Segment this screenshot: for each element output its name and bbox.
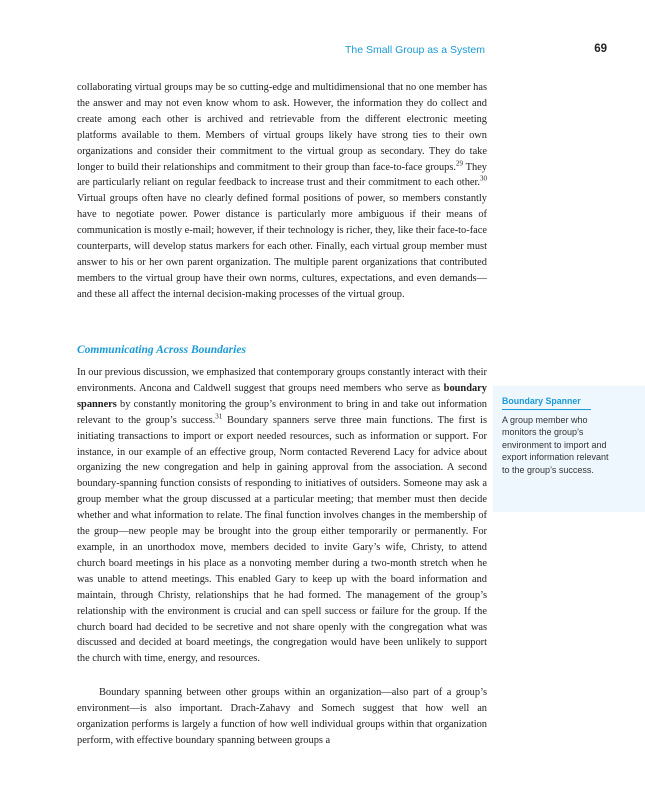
footnote-ref-30: 30 [480,174,487,183]
footnote-ref-31: 31 [215,412,223,421]
margin-definition-box [493,386,645,512]
margin-term: Boundary Spanner [502,396,591,410]
paragraph-text: Virtual groups often have no clearly defined formal positions of power, so members constantly have to negotiate power. Power distance is particularly more ambiguous if their means of communication is mostly e-mail; however, if their technology is richer, they, like their face-to-face counterparts, will develop status markers for each other. Finally, each virtual group member must answer to his or her own parent organization. The multiple parent organizations that contributed members to the virtual group have their own norms, cultures, expectations, and even demands—and these all affect the internal decision-making processes of the virtual group. [77,193,487,300]
paragraph-boundary-spanning [77,685,487,749]
paragraph-text: by constantly monitoring the group’s environment to bring in and take out information relevant to the group’s success. [77,398,487,426]
paragraph-virtual-groups [77,80,487,303]
paragraph-text: They are particularly reliant on regular feedback to increase trust and their commitment to each other. [77,161,487,189]
key-term: boundary spanners [77,382,487,410]
running-head: The Small Group as a System [344,44,485,56]
paragraph-boundaries [77,365,487,667]
section-heading: Communicating Across Boundaries [77,344,246,356]
footnote-ref-29: 29 [456,159,464,168]
paragraph-text: collaborating virtual groups may be so cutting-edge and multidimensional that no one member has the answer and may not even know whom to ask. However, the information they do collect and create among each other is archived and retrievable from the different electronic meeting platforms available to them. Members of virtual groups likely have strong ties to their own organizations and consider their commitment to the virtual group as secondary. They do take longer to build their relationships and commitment to their group than face-to-face groups. [77,82,487,173]
paragraph-text: In our previous discussion, we emphasized that contemporary groups constantly interact with their environments. Ancona and Caldwell suggest that groups need members who serve as [77,367,487,394]
margin-definition: A group member who monitors the group’s environment to import and export information relevant to the group’s success. [502,415,609,475]
paragraph-text: Boundary spanning between other groups within an organization—also part of a group’s environment—is also important. Drach-Zahavy and Somech suggest that how well an organization performs is largely a function of how well individual groups within that organization perform, with effective boundary spanning between groups a [77,687,487,746]
page-number: 69 [594,43,607,55]
paragraph-text: Boundary spanners serve three main functions. The first is initiating transactions to import or export needed resources, such as information or support. For instance, in our example of an effective group, Norm contacted Reverend Lacy for advice about organizing the new congregation and help in gaining approval from the association. A second boundary-spanning function consists of responding to initiatives of outsiders. Someone may ask a group member what the group discussed at a particular meeting; that member must then decide whether and what information to relate. The final function involves changes in the membership of the group—new people may be brought into the group either temporarily or permanently. For example, in an unorthodox move, members decided to invite Gary’s wife, Christy, to attend church board meetings in his place as a nonvoting member during a two-month stretch when he was unable to attend meetings. This enabled Gary to keep up with the board information and maintain, through Christy, relationships that he had formed. The management of the group’s relationship with the environment is crucial and can spell success or failure for the group. If the church board had decided to be secretive and not share openly with the congregation what was discussed and decided at board meetings, the congregation would have been unlikely to support the church with time, energy, and resources. [77,414,487,665]
